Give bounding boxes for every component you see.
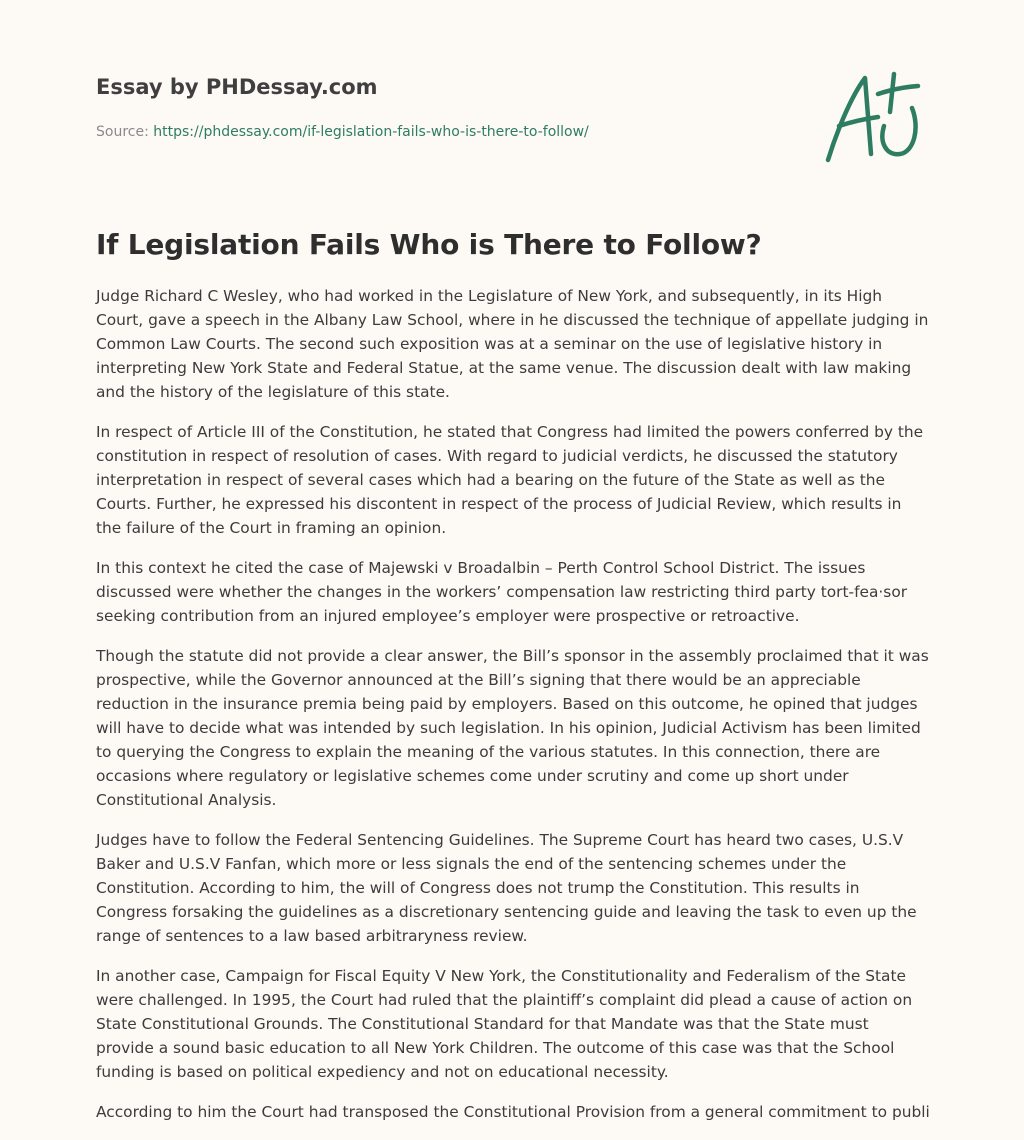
source-label: Source: [96,124,154,140]
essay-body [96,284,930,1140]
paragraph: In another case, Campaign for Fiscal Equity V New York, the Constitutionality and Federalism of the State were challenged. In 1995, the Court had ruled that the plaintiff’s complaint did plead a cause of action on State Constitutional Grounds. The Constitutional Standard for that Mandate was that the State must provide a sound basic education to all New York Children. The outcome of this case was that the School funding is based on political expediency and not on educational necessity. [96,967,913,1081]
essay-page [96,0,930,1121]
paragraph: Judge Richard C Wesley, who had worked in the Legislature of New York, and subsequently, in its High Court, gave a speech in the Albany Law School, where in he discussed the technique of appellate judging in Common Law Courts. The second such exposition was at a seminar on the use of legislative history in interpreting New York State and Federal Statue, at the same venue. The discussion dealt with law making and the history of the legislature of this state. [96,287,929,401]
essay-title: If Legislation Fails Who is There to Follow? [96,228,762,261]
brand-title: Essay by PHDessay.com [96,75,378,99]
paragraph: In this context he cited the case of Majewski v Broadalbin – Perth Control School District. The issues discussed were whether the changes in the workers’ compensation law restricting third party tort-fea·sor seeking contribution from an injured employee’s employer were prospective or retroactive. [96,559,908,625]
paragraph: Though the statute did not provide a clear answer, the Bill’s sponsor in the assembly proclaimed that it was prospective, while the Governor announced at the Bill’s signing that there would be an appreciable reduction in the insurance premia being paid by employers. Based on this outcome, he opined that judges will have to decide what was intended by such legislation. In his opinion, Judicial Activism has been limited to querying the Congress to explain the meaning of the various statutes. In this connection, there are occasions where regulatory or legislative schemes come under scrutiny and come up short under Constitutional Analysis. [96,647,929,809]
header [96,0,930,215]
paragraph: Judges have to follow the Federal Sentencing Guidelines. The Supreme Court has heard two cases, U.S.V Baker and U.S.V Fanfan, which more or less signals the end of the sentencing schemes under the Constitution. According to him, the will of Congress does not trump the Constitution. This results in Congress forsaking the guidelines as a discretionary sentencing guide and leaving the task to even up the range of sentences to a law based arbitraryness review. [96,831,917,945]
source-line [96,124,589,140]
source-link[interactable]: https://phdessay.com/if-legislation-fails-who-is-there-to-follow/ [153,124,589,140]
paragraph: According to him the Court had transposed the Constitutional Provision from a general commitment to publi [96,1103,930,1121]
a-plus-logo-icon [822,68,926,166]
paragraph: In respect of Article III of the Constitution, he stated that Congress had limited the powers conferred by the constitution in respect of resolution of cases. With regard to judicial verdicts, he discussed the statutory interpretation in respect of several cases which had a bearing on the future of the State as well as the Courts. Further, he expressed his discontent in respect of the process of Judicial Review, which results in the failure of the Court in framing an opinion. [96,423,924,537]
